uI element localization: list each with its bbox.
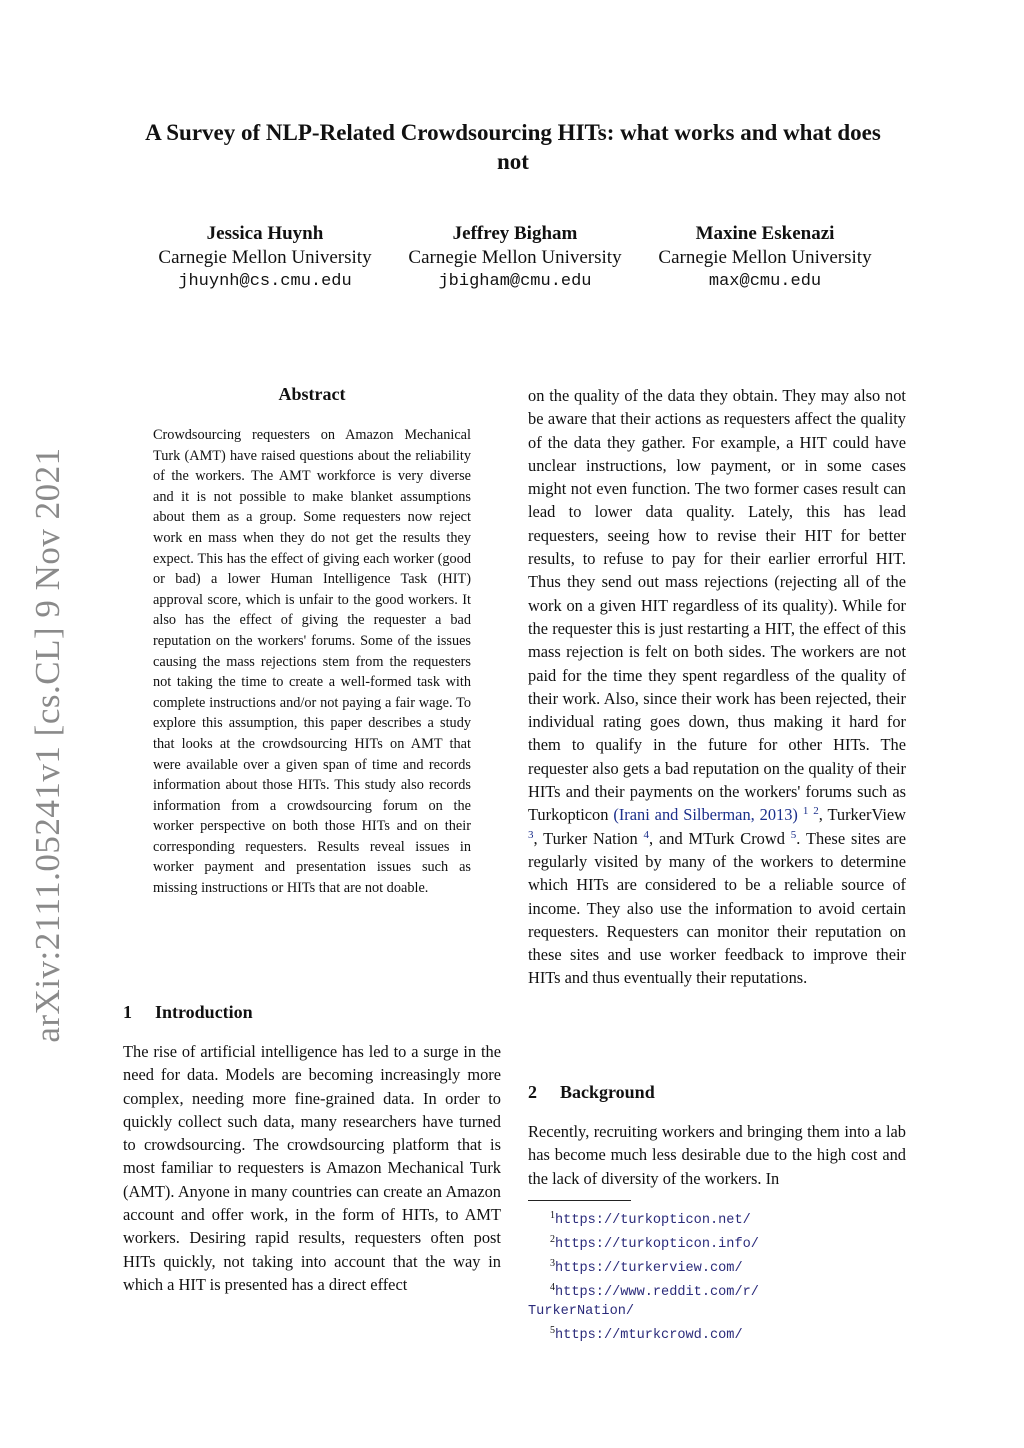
footnote-url[interactable]: https://www.reddit.com/r/ bbox=[555, 1285, 759, 1300]
footnote-divider bbox=[528, 1200, 631, 1201]
author-name: Jeffrey Bigham bbox=[452, 223, 578, 244]
author-affiliation: Carnegie Mellon University bbox=[158, 247, 372, 268]
author-affiliation: Carnegie Mellon University bbox=[408, 247, 622, 268]
introduction-paragraph-continued bbox=[528, 384, 906, 990]
footnotes bbox=[528, 1206, 906, 1345]
section-heading-background bbox=[528, 1081, 655, 1103]
author-email: jbigham@cmu.edu bbox=[438, 272, 592, 291]
author bbox=[390, 222, 640, 294]
author-email: max@cmu.edu bbox=[708, 272, 822, 291]
footnote-url-continuation[interactable]: TurkerNation/ bbox=[528, 1304, 635, 1319]
paragraph-text: , and MTurk Crowd bbox=[649, 828, 785, 848]
background-paragraph: Recently, recruiting workers and bringing them into a lab has become much less desirable due to the high cost and the lack of diversity of the workers. In bbox=[528, 1122, 906, 1188]
footnote-ref[interactable]: 2 bbox=[813, 805, 819, 818]
footnote-url[interactable]: https://turkerview.com/ bbox=[555, 1261, 743, 1276]
paragraph-text: on the quality of the data they obtain. They may also not be aware that their actions as requesters affect the quality of the data they gather. For example, a HIT could have unclear instructions, low payment, or in some cases might not even function. The two former cases result can lead to lower data quality. Lately, this has lead requesters, seeing how to revise their HIT for better results, to refuse to pay for their earlier errorful HIT. Thus they send out mass rejections (rejecting all of the work on a given HIT regardless of its quality). While for the requester this is just restarting a HIT, the effect of this mass rejection is felt on both sides. The workers are not paid for the time they spent regardless of the quality of their work. Also, since their work has been rejected, their individual rating goes down, thus making it hard for them to qualify in the future for other HITs. The requester also gets a bad reputation on the quality of their HITs and their payments on the workers' forums such as Turkopticon bbox=[528, 386, 906, 825]
paper-title: A Survey of NLP-Related Crowdsourcing HITs: what works and what does not bbox=[145, 120, 881, 174]
footnote-index: 2 bbox=[550, 1234, 555, 1245]
section-heading-introduction bbox=[123, 1001, 253, 1023]
paragraph-text: , Turker Nation bbox=[533, 828, 638, 848]
section-title: Introduction bbox=[155, 1002, 253, 1022]
arxiv-stamp-text: arXiv:2111.05241v1 [cs.CL] 9 Nov 2021 bbox=[28, 447, 67, 1043]
footnote bbox=[528, 1321, 906, 1345]
footnote-url[interactable]: https://mturkcrowd.com/ bbox=[555, 1328, 743, 1343]
paragraph-text: . These sites are regularly visited by many of the workers to determine which HITs are considered to be a reliable source of income. They also use the information to avoid certain requesters. Requesters can monitor their reputation on these sites and use worker feedback to improve their HITs and thus eventually their reputations. bbox=[528, 828, 906, 988]
footnote-index: 4 bbox=[550, 1282, 555, 1293]
section-number: 1 bbox=[123, 1002, 132, 1022]
citation-link[interactable]: (Irani and Silberman, 2013) bbox=[613, 805, 798, 825]
author bbox=[640, 222, 890, 294]
section-title: Background bbox=[560, 1082, 655, 1102]
footnote bbox=[528, 1254, 906, 1278]
footnote bbox=[528, 1206, 906, 1230]
paragraph-text: , TurkerView bbox=[818, 805, 906, 825]
author-affiliation: Carnegie Mellon University bbox=[658, 247, 872, 268]
abstract-heading: Abstract bbox=[278, 384, 346, 404]
footnote bbox=[528, 1278, 906, 1302]
author bbox=[140, 222, 390, 294]
author-block bbox=[140, 222, 890, 294]
footnote-url[interactable]: https://turkopticon.info/ bbox=[555, 1237, 759, 1252]
footnote-ref[interactable]: 3 bbox=[528, 828, 534, 841]
footnote-ref[interactable]: 4 bbox=[643, 828, 650, 841]
footnote bbox=[528, 1230, 906, 1254]
footnote-index: 3 bbox=[550, 1258, 555, 1269]
introduction-paragraph: The rise of artificial intelligence has led to a surge in the need for data. Models are becoming increasingly more complex, needing more fine-grained data. In order to quickly collect such data, many researchers have turned to crowdsourcing. The crowdsourcing platform that is most familiar to requesters is Amazon Mechanical Turk (AMT). Anyone in many countries can create an Amazon account and offer work, in the form of HITs, to AMT workers. Desiring rapid results, requesters often post HITs quickly, not taking into account that the way in which a HIT is presented has a direct effect bbox=[123, 1042, 501, 1294]
section-number: 2 bbox=[528, 1082, 537, 1102]
footnote-url[interactable]: https://turkopticon.net/ bbox=[555, 1213, 751, 1228]
footnote-ref[interactable]: 5 bbox=[790, 828, 797, 841]
author-name: Maxine Eskenazi bbox=[695, 223, 835, 244]
author-email: jhuynh@cs.cmu.edu bbox=[178, 272, 352, 291]
abstract-text: Crowdsourcing requesters on Amazon Mechanical Turk (AMT) have raised questions about the reliability of the workers. The AMT workforce is very diverse and it is not possible to make blanket assumptions about them as a group. Some requesters now reject work en mass when they do not get the results they expect. This has the effect of giving each worker (good or bad) a lower Human Intelligence Task (HIT) approval score, which is unfair to the good workers. It also has the effect of giving the requester a bad reputation on the workers' forums. Some of the issues causing the mass rejections stem from the requesters not taking the time to create a well-formed task with complete instructions and/or not paying a fair wage. To explore this assumption, this paper describes a study that looks at the crowdsourcing HITs on AMT that were available over a given span of time and records information about those HITs. This study also records information from a crowdsourcing forum on the worker perspective on both those HITs and on their corresponding requesters. Results reveal issues in worker payment and presentation issues such as missing instructions or HITs that are not doable. bbox=[153, 427, 471, 897]
footnote-index: 1 bbox=[550, 1210, 555, 1221]
author-name: Jessica Huynh bbox=[206, 223, 324, 244]
footnote-ref[interactable]: 1 bbox=[802, 805, 809, 818]
footnote-index: 5 bbox=[550, 1325, 555, 1336]
